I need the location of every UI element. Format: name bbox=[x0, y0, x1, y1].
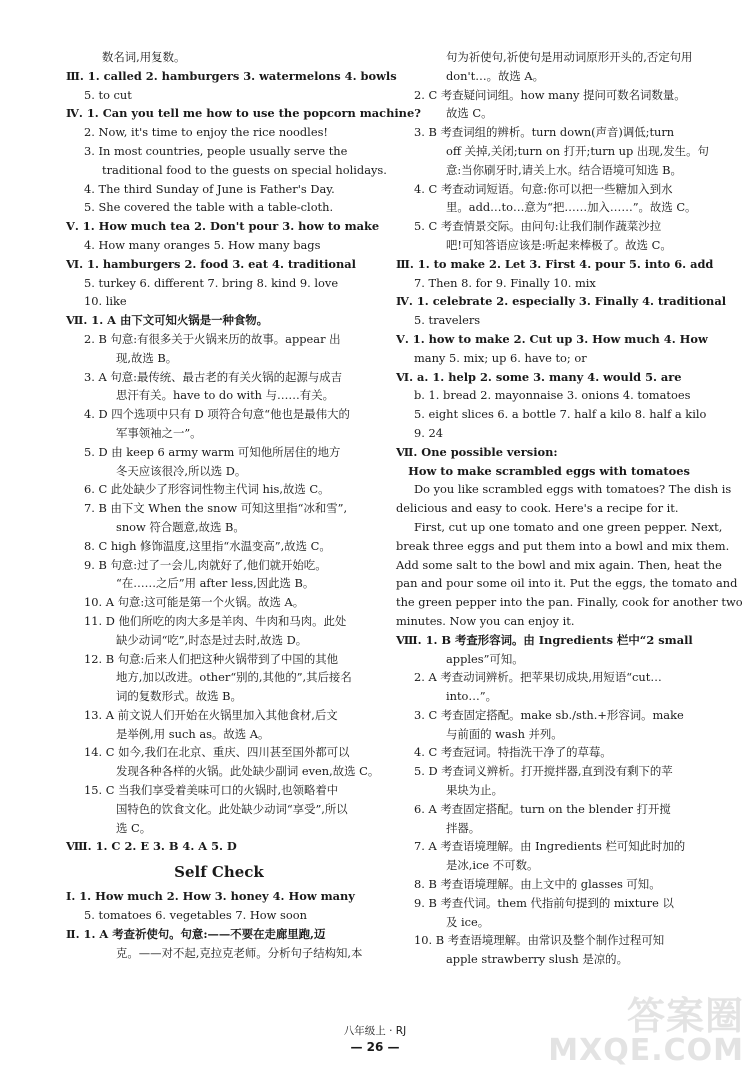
answer-line: 现,故选 B。 bbox=[116, 350, 178, 365]
answer-line: 5. C 考查情景交际。由问句:让我们制作蔬菜沙拉 bbox=[414, 219, 662, 234]
answer-line: apples”可知。 bbox=[446, 651, 524, 666]
page-number: — 26 — bbox=[350, 1040, 400, 1054]
answer-line: 12. B 句意:后来人们把这种火锅带到了中国的其他 bbox=[84, 651, 338, 666]
answer-line: 8. C high 修饰温度,这里指“水温变高”,故选 C。 bbox=[84, 538, 331, 553]
answer-line: 4. How many oranges 5. How many bags bbox=[84, 237, 321, 252]
answer-line: How to make scrambled eggs with tomatoes bbox=[408, 463, 690, 478]
answer-line: 3. In most countries, people usually serve the bbox=[84, 143, 348, 158]
answer-line: pan and pour some oil into it. Put the eggs, the tomato and bbox=[396, 576, 738, 591]
answer-line: 军事领袖之一”。 bbox=[116, 425, 202, 440]
answer-line: 克。——对不起,克拉克老师。分析句子结构知,本 bbox=[116, 945, 363, 960]
answer-line: 选 C。 bbox=[116, 820, 152, 835]
answer-line: off 关掉,关闭;turn on 打开;turn up 出现,发生。句 bbox=[446, 143, 709, 158]
answer-line: 9. B 考查代词。them 代指前句提到的 mixture 以 bbox=[414, 895, 674, 910]
answer-line: 2. A 考查动词辨析。把苹果切成块,用短语“cut… bbox=[414, 670, 662, 685]
answer-line: Ⅵ. 1. hamburgers 2. food 3. eat 4. traditional bbox=[66, 256, 356, 271]
answer-line: Ⅱ. 1. A 考查祈使句。句意:——不要在走廊里跑,迈 bbox=[66, 926, 326, 941]
answer-line: 10. like bbox=[84, 294, 127, 309]
answer-line: 思汗有关。have to do with 与……有关。 bbox=[116, 388, 334, 403]
answer-line: 3. B 考查词组的辨析。turn down(声音)调低;turn bbox=[414, 125, 675, 140]
answer-line: 13. A 前文说人们开始在火锅里加入其他食材,后文 bbox=[84, 707, 338, 722]
answer-line: Ⅵ. a. 1. help 2. some 3. many 4. would 5. are bbox=[396, 369, 682, 384]
answer-line: 国特色的饮食文化。此处缺少动词“享受”,所以 bbox=[116, 801, 348, 816]
answer-line: into…”。 bbox=[446, 689, 498, 704]
answer-line: 数名词,用复数。 bbox=[102, 50, 186, 64]
answer-line: 2. Now, it's time to enjoy the rice noodles! bbox=[84, 125, 328, 140]
answer-line: b. 1. bread 2. mayonnaise 3. onions 4. tomatoes bbox=[414, 388, 691, 403]
answer-line: 2. C 考查疑问词组。how many 提问可数名词数量。 bbox=[414, 87, 686, 102]
answer-line: 14. C 如今,我们在北京、重庆、四川甚至国外都可以 bbox=[84, 745, 350, 760]
answer-line: 4. C 考查冠词。特指洗干净了的草莓。 bbox=[414, 745, 612, 760]
answer-line: 7. Then 8. for 9. Finally 10. mix bbox=[414, 275, 596, 290]
answer-line: First, cut up one tomato and one green pepper. Next, bbox=[414, 519, 723, 534]
answer-line: break three eggs and put them into a bowl and mix them. bbox=[396, 538, 730, 553]
answer-line: 8. B 考查语境理解。由上文中的 glasses 可知。 bbox=[414, 877, 661, 892]
answer-line: 发现各种各样的火锅。此处缺少副词 even,故选 C。 bbox=[116, 764, 380, 779]
answer-line: 4. D 四个选项中只有 D 项符合句意“他也是最伟大的 bbox=[84, 407, 350, 422]
answer-line: 是举例,用 such as。故选 A。 bbox=[116, 726, 270, 741]
answer-line: 9. 24 bbox=[414, 425, 443, 440]
answer-line: 3. A 句意:最传统、最古老的有关火锅的起源与成吉 bbox=[84, 369, 342, 384]
answer-line: 5. turkey 6. different 7. bring 8. kind 9. love bbox=[84, 275, 339, 290]
answer-line: 4. C 考查动词短语。句意:你可以把一些糖加入到水 bbox=[414, 181, 673, 196]
answer-line: 7. B 由下文 When the snow 可知这里指“冰和雪”, bbox=[84, 501, 348, 516]
watermark-logo: 答案圈 MXQE.COM bbox=[548, 994, 744, 1068]
answer-line: Ⅰ. 1. How much 2. How 3. honey 4. How many bbox=[66, 889, 355, 904]
answer-line: Ⅷ. 1. C 2. E 3. B 4. A 5. D bbox=[66, 839, 237, 854]
answer-line: Ⅲ. 1. to make 2. Let 3. First 4. pour 5. into 6. add bbox=[396, 256, 714, 271]
answer-line: 2. B 句意:有很多关于火锅来历的故事。appear 出 bbox=[84, 331, 341, 346]
answer-line: Ⅶ. 1. A 由下文可知火锅是一种食物。 bbox=[66, 313, 269, 328]
answer-line: 缺少动词“吃”,时态是过去时,故选 D。 bbox=[116, 632, 308, 647]
answer-line: Ⅲ. 1. called 2. hamburgers 3. watermelons 4. bowls bbox=[66, 68, 397, 83]
answer-line: 与前面的 wash 并列。 bbox=[446, 726, 563, 741]
answer-line: 里。add…to…意为“把……加入……”。故选 C。 bbox=[446, 200, 697, 215]
answer-line: traditional food to the guests on special holidays. bbox=[102, 162, 387, 177]
answer-line: 及 ice。 bbox=[446, 914, 490, 929]
footer-grade-label: 八年级上 · RJ bbox=[343, 1025, 407, 1037]
answer-line: Ⅴ. 1. how to make 2. Cut up 3. How much 4. How bbox=[396, 331, 708, 346]
answer-line: 5. She covered the table with a table-cloth. bbox=[84, 200, 334, 215]
answer-line: 6. A 考查固定搭配。turn on the blender 打开搅 bbox=[414, 801, 671, 816]
right-column bbox=[396, 48, 743, 969]
answer-line: 3. C 考查固定搭配。make sb./sth.+形容词。make bbox=[414, 707, 684, 722]
answer-line: 6. C 此处缺少了形容词性物主代词 his,故选 C。 bbox=[84, 482, 330, 497]
answer-line: don't…。故选 A。 bbox=[446, 68, 544, 83]
answer-line: 冬天应该很冷,所以选 D。 bbox=[116, 463, 247, 478]
answer-line: delicious and easy to cook. Here's a recipe for it. bbox=[396, 501, 679, 516]
answer-line: 15. C 当我们享受着美味可口的火锅时,也领略着中 bbox=[84, 783, 339, 798]
answer-line: 意:当你刷牙时,请关上水。结合语境可知选 B。 bbox=[446, 162, 682, 177]
answer-line: Add some salt to the bowl and mix again. Then, heat the bbox=[396, 557, 722, 572]
answer-line: 5. D 考查词义辨析。打开搅拌器,直到没有剩下的苹 bbox=[414, 764, 673, 779]
answer-line: Ⅳ. 1. celebrate 2. especially 3. Finally 4. traditional bbox=[396, 294, 727, 309]
answer-line: Do you like scrambled eggs with tomatoes? The dish is bbox=[414, 482, 732, 497]
answer-line: 地方,加以改进。other“别的,其他的”,其后接名 bbox=[116, 670, 352, 685]
answer-line: 7. A 考查语境理解。由 Ingredients 栏可知此时加的 bbox=[414, 839, 686, 854]
answer-line: 5. travelers bbox=[414, 313, 481, 328]
left-column bbox=[66, 48, 421, 962]
answer-line: 5. to cut bbox=[84, 87, 132, 102]
answer-line: 是冰,ice 不可数。 bbox=[446, 858, 539, 873]
answer-line: Ⅳ. 1. Can you tell me how to use the popcorn machine? bbox=[66, 106, 421, 121]
answer-line: 9. B 句意:过了一会儿,肉就好了,他们就开始吃。 bbox=[84, 557, 327, 572]
answer-line: 11. D 他们所吃的肉大多是羊肉、牛肉和马肉。此处 bbox=[84, 613, 347, 628]
answer-line: 拌器。 bbox=[446, 820, 481, 835]
answer-line: Ⅶ. One possible version: bbox=[396, 444, 558, 459]
answer-line: apple strawberry slush 是凉的。 bbox=[446, 952, 628, 967]
answer-line: 4. The third Sunday of June is Father's Day. bbox=[84, 181, 335, 196]
page-footer bbox=[0, 1024, 750, 1055]
answer-line: 果块为止。 bbox=[446, 783, 503, 798]
answer-line: 5. D 由 keep 6 army warm 可知他所居住的地方 bbox=[84, 444, 341, 459]
answer-line: many 5. mix; up 6. have to; or bbox=[414, 350, 587, 365]
answer-line: 吧!可知答语应该是:听起来棒极了。故选 C。 bbox=[446, 237, 672, 252]
answer-line: 词的复数形式。故选 B。 bbox=[116, 689, 242, 704]
section-heading: Self Check bbox=[174, 863, 264, 882]
answer-line: 10. B 考查语境理解。由常识及整个制作过程可知 bbox=[414, 933, 665, 948]
answer-line: minutes. Now you can enjoy it. bbox=[396, 613, 575, 628]
answer-line: “在……之后”用 after less,因此选 B。 bbox=[116, 576, 315, 591]
answer-line: Ⅷ. 1. B 考查形容词。由 Ingredients 栏中“2 small bbox=[396, 632, 693, 647]
answer-line: 5. eight slices 6. a bottle 7. half a kilo 8. half a kilo bbox=[414, 407, 707, 422]
answer-line: Ⅴ. 1. How much tea 2. Don't pour 3. how to make bbox=[66, 219, 380, 234]
answer-line: the green pepper into the pan. Finally, cook for another two bbox=[396, 595, 743, 610]
answer-line: snow 符合题意,故选 B。 bbox=[116, 519, 245, 534]
answer-line: 句为祈使句,祈使句是用动词原形开头的,否定句用 bbox=[446, 50, 693, 64]
answer-line: 5. tomatoes 6. vegetables 7. How soon bbox=[84, 908, 307, 923]
answer-line: 10. A 句意:这可能是第一个火锅。故选 A。 bbox=[84, 595, 305, 610]
answer-line: 故选 C。 bbox=[446, 106, 493, 121]
